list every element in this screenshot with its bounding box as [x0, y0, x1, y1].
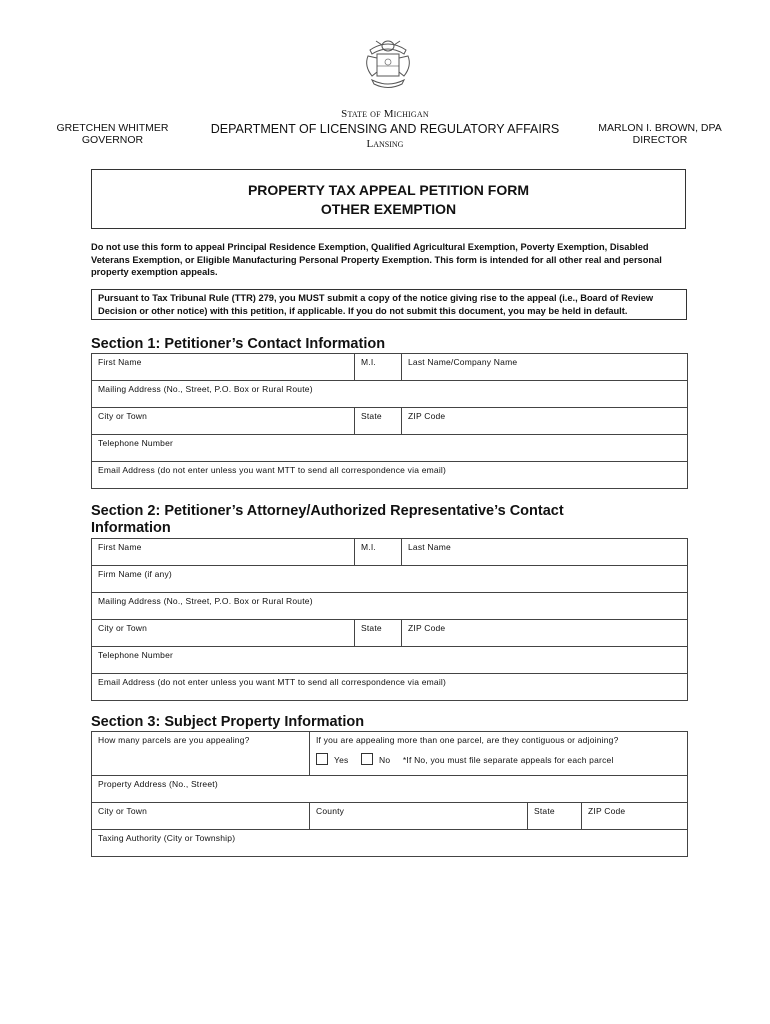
- governor-name: GRETCHEN WHITMER: [56, 122, 169, 134]
- michigan-state-seal-icon: [360, 36, 416, 92]
- representative-mailing-address-field[interactable]: Mailing Address (No., Street, P.O. Box or Rural Route): [92, 593, 688, 620]
- yes-checkbox[interactable]: [316, 753, 328, 765]
- notice-box: Pursuant to Tax Tribunal Rule (TTR) 279, you MUST submit a copy of the notice giving rise to the appeal (i.e., Board of Review Decision or other notice) with this petition, if applicable. If you do not submit this document, you may be held in default.: [91, 289, 687, 320]
- petitioner-mi-field[interactable]: M.I.: [355, 354, 402, 381]
- section1-table: [91, 353, 688, 489]
- form-title: PROPERTY TAX APPEAL PETITION FORM: [247, 182, 530, 198]
- petitioner-state-field[interactable]: State: [355, 408, 402, 435]
- representative-first-name-field[interactable]: First Name: [92, 539, 355, 566]
- no-option[interactable]: [361, 753, 390, 765]
- section3-table: [91, 731, 688, 857]
- petitioner-mailing-address-field[interactable]: Mailing Address (No., Street, P.O. Box or Rural Route): [92, 381, 688, 408]
- representative-firm-field[interactable]: Firm Name (if any): [92, 566, 688, 593]
- petitioner-city-field[interactable]: City or Town: [92, 408, 355, 435]
- form-title-box: [91, 169, 686, 229]
- department-name: DEPARTMENT OF LICENSING AND REGULATORY AFFAIRS: [210, 122, 560, 136]
- contiguous-question: If you are appealing more than one parcel, are they contiguous or adjoining?: [316, 735, 619, 745]
- representative-email-field[interactable]: Email Address (do not enter unless you want MTT to send all correspondence via email): [92, 674, 688, 701]
- property-zip-field[interactable]: ZIP Code: [582, 803, 688, 830]
- petitioner-phone-field[interactable]: Telephone Number: [92, 435, 688, 462]
- property-state-field[interactable]: State: [528, 803, 582, 830]
- no-checkbox[interactable]: [361, 753, 373, 765]
- representative-phone-field[interactable]: Telephone Number: [92, 647, 688, 674]
- state-name: State of Michigan: [341, 108, 429, 120]
- taxing-authority-field[interactable]: Taxing Authority (City or Township): [92, 830, 688, 857]
- section1-title: Section 1: Petitioner’s Contact Information: [91, 336, 386, 352]
- director-title: DIRECTOR: [632, 134, 688, 146]
- director-name: MARLON I. BROWN, DPA: [598, 122, 722, 134]
- petitioner-first-name-field[interactable]: First Name: [92, 354, 355, 381]
- section2-title: Section 2: Petitioner’s Attorney/Authorized Representative’s Contact Information: [91, 503, 564, 536]
- parcels-count-field[interactable]: How many parcels are you appealing?: [92, 732, 310, 776]
- representative-city-field[interactable]: City or Town: [92, 620, 355, 647]
- governor-block: [50, 122, 175, 146]
- no-note: *If No, you must file separate appeals for each parcel: [402, 755, 614, 765]
- property-county-field[interactable]: County: [310, 803, 528, 830]
- property-address-field[interactable]: Property Address (No., Street): [92, 776, 688, 803]
- representative-zip-field[interactable]: ZIP Code: [402, 620, 688, 647]
- petitioner-last-name-field[interactable]: Last Name/Company Name: [402, 354, 688, 381]
- contiguous-question-cell: [310, 732, 688, 776]
- property-city-field[interactable]: City or Town: [92, 803, 310, 830]
- petitioner-email-field[interactable]: Email Address (do not enter unless you want MTT to send all correspondence via email): [92, 462, 688, 489]
- director-block: [592, 122, 728, 146]
- representative-state-field[interactable]: State: [355, 620, 402, 647]
- representative-mi-field[interactable]: M.I.: [355, 539, 402, 566]
- city-name: Lansing: [366, 138, 404, 150]
- yes-option[interactable]: [316, 753, 348, 765]
- section3-title: Section 3: Subject Property Information: [91, 714, 365, 730]
- representative-last-name-field[interactable]: Last Name: [402, 539, 688, 566]
- form-subtitle: OTHER EXEMPTION: [320, 201, 457, 217]
- department-block: [190, 108, 580, 150]
- intro-text: Do not use this form to appeal Principal Residence Exemption, Qualified Agricultural Exemption, Poverty Exemption, Disabled Veterans Exemption, or Eligible Manufacturing Personal Property Exemption. This form is intended for all other real and personal property exemption appeals.: [91, 242, 662, 277]
- yes-label: Yes: [334, 755, 349, 765]
- governor-title: GOVERNOR: [81, 134, 144, 146]
- petitioner-zip-field[interactable]: ZIP Code: [402, 408, 688, 435]
- no-label: No: [379, 755, 391, 765]
- section2-table: [91, 538, 688, 701]
